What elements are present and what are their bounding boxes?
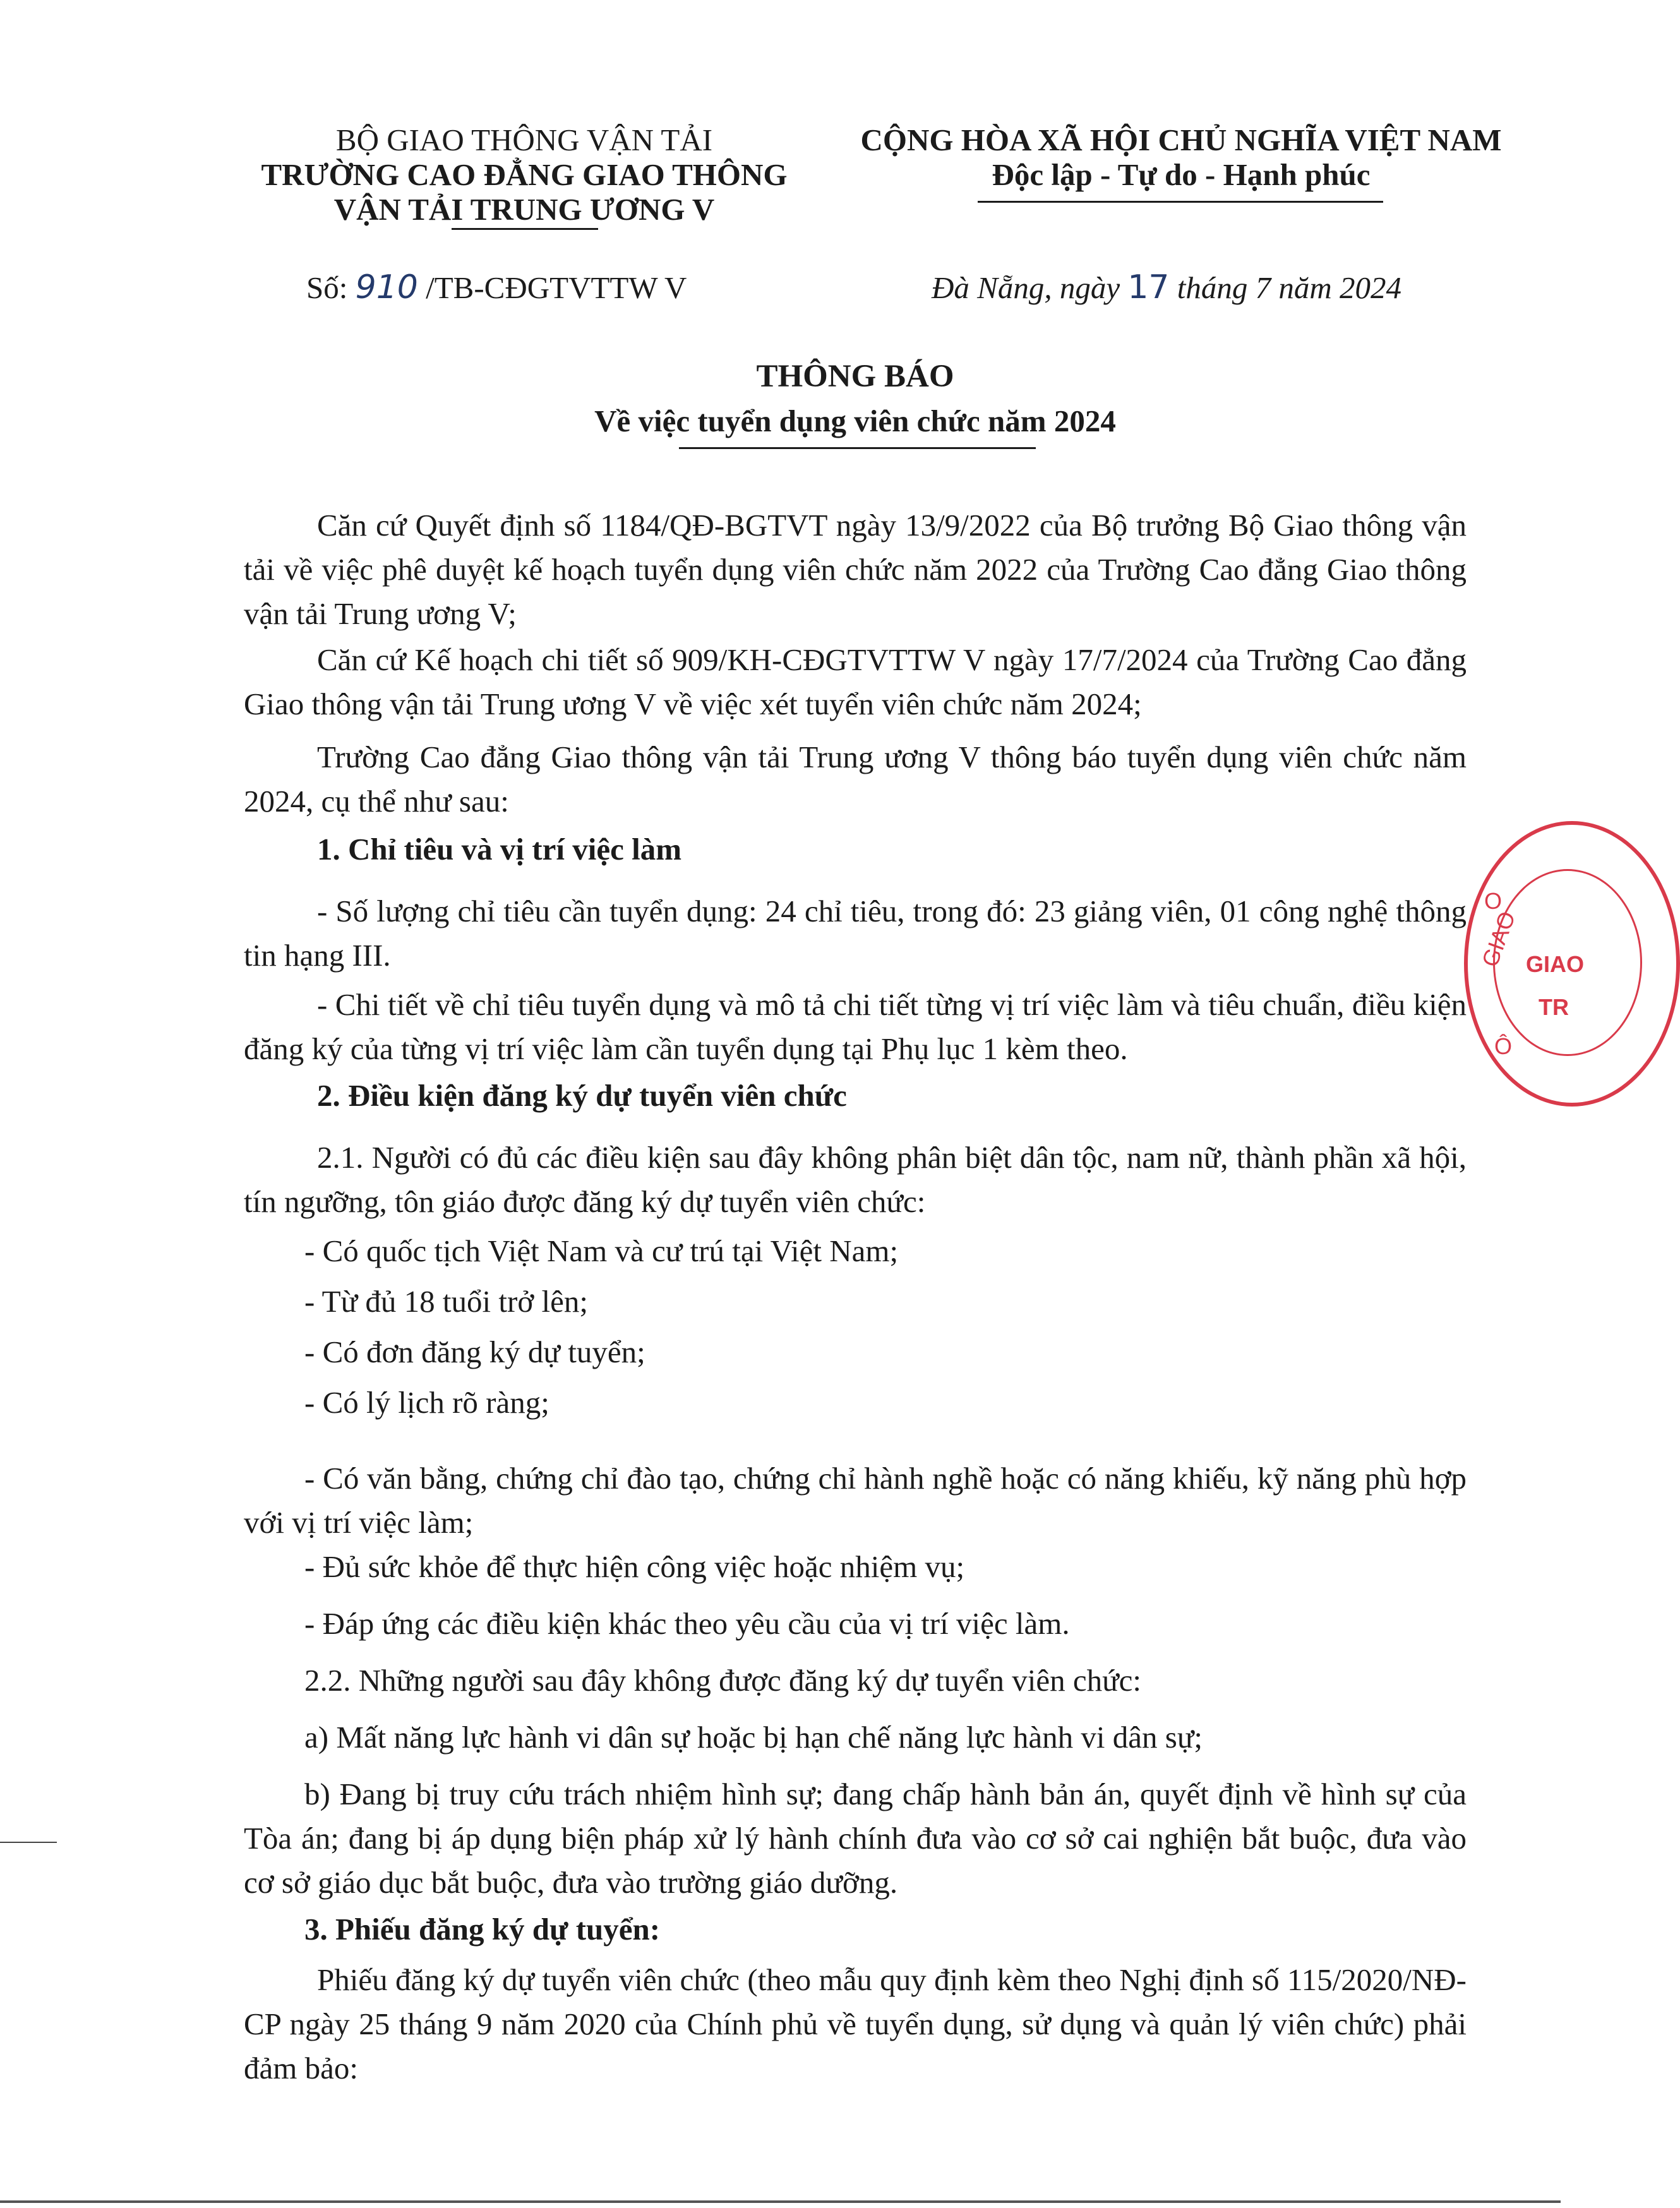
paragraph-registration-form: Phiếu đăng ký dự tuyển viên chức (theo mẫu quy định kèm theo Nghị định số 115/2020/NĐ-CP ngày 25 tháng 9 năm 2020 của Chính phủ về tuyển dụng, sử dụng và quản lý viên chức) phải đảm bảo: (244, 1962, 1467, 2085)
school-name-line1: TRƯỜNG CAO ĐẲNG GIAO THÔNG (261, 157, 788, 192)
paragraph-quota-detail: - Chi tiết về chỉ tiêu tuyển dụng và mô tả chi tiết từng vị trí việc làm và tiêu chuẩn, điều kiện đăng ký của từng vị trí việc làm cần tuyển dụng tại Phụ lục 1 kèm theo. (244, 987, 1467, 1066)
section-heading-3: 3. Phiếu đăng ký dự tuyển: (304, 1912, 661, 1947)
motto-underline (978, 201, 1383, 203)
condition-item-2: - Từ đủ 18 tuổi trở lên; (304, 1284, 588, 1319)
scan-mark-left (0, 1842, 57, 1843)
paragraph-legal-basis-1: Căn cứ Quyết định số 1184/QĐ-BGTVT ngày 13/9/2022 của Bộ trưởng Bộ Giao thông vận tải về việc phê duyệt kế hoạch tuyển dụng viên chức năm 2022 của Trường Cao đẳng Giao thông vận tải Trung ương V; (244, 508, 1467, 631)
paragraph-exclusions: 2.2. Những người sau đây không được đăng ký dự tuyển viên chức: (304, 1663, 1142, 1698)
seal-text-1: O (1484, 888, 1503, 914)
ministry-name: BỘ GIAO THÔNG VẬN TẢI (335, 123, 713, 157)
number-handwritten: 910 (355, 268, 418, 306)
seal-text-4: TR (1539, 994, 1569, 1020)
seal-text-5: Ô (1494, 1033, 1513, 1059)
paragraph-legal-basis-2: Căn cứ Kế hoạch chi tiết số 909/KH-CĐGTVTTW V ngày 17/7/2024 của Trường Cao đẳng Giao thông vận tải Trung ương V về việc xét tuyển viên chức năm 2024; (244, 642, 1467, 721)
exclusion-item-b: b) Đang bị truy cứu trách nhiệm hình sự; đang chấp hành bản án, quyết định về hình sự của Tòa án; đang bị áp dụng biện pháp xử lý hành chính đưa vào cơ sở cai nghiện bắt buộc, đưa vào cơ sở giáo dục bắt buộc, đưa vào trường giáo dưỡng. (244, 1777, 1467, 1900)
condition-item-6: - Đủ sức khỏe để thực hiện công việc hoặc nhiệm vụ; (304, 1549, 965, 1584)
section-heading-1: 1. Chỉ tiêu và vị trí việc làm (317, 832, 682, 867)
school-name-underline (452, 228, 598, 230)
condition-item-7: - Đáp ứng các điều kiện khác theo yêu cầu của vị trí việc làm. (304, 1606, 1070, 1641)
exclusion-item-a: a) Mất năng lực hành vi dân sự hoặc bị hạn chế năng lực hành vi dân sự; (304, 1720, 1203, 1755)
condition-item-3: - Có đơn đăng ký dự tuyển; (304, 1335, 645, 1369)
national-motto: Độc lập - Tự do - Hạnh phúc (992, 157, 1371, 192)
scan-mark-bottom (0, 2200, 1561, 2203)
republic-name: CỘNG HÒA XÃ HỘI CHỦ NGHĨA VIỆT NAM (860, 123, 1502, 157)
red-seal-stamp (1464, 821, 1680, 1107)
subtitle-underline (679, 447, 1036, 449)
place-date (932, 265, 1401, 310)
seal-text-2: GIAO (1476, 908, 1521, 971)
day-handwritten: 17 (1127, 268, 1170, 306)
place-date-before: Đà Nẵng, ngày (932, 270, 1120, 305)
section-heading-2: 2. Điều kiện đăng ký dự tuyển viên chức (317, 1078, 847, 1113)
document-subtitle: Về việc tuyển dụng viên chức năm 2024 (594, 404, 1116, 438)
paragraph-conditions: 2.1. Người có đủ các điều kiện sau đây không phân biệt dân tộc, nam nữ, thành phần xã hội, tín ngưỡng, tôn giáo được đăng ký dự tuyển viên chức: (244, 1140, 1467, 1219)
number-suffix: /TB-CĐGTVTTW V (426, 270, 687, 305)
document-title: THÔNG BÁO (756, 359, 954, 394)
number-prefix: Số: (306, 270, 348, 305)
condition-item-5: - Có văn bằng, chứng chỉ đào tạo, chứng chỉ hành nghề hoặc có năng khiếu, kỹ năng phù hợp với vị trí việc làm; (244, 1461, 1467, 1540)
paragraph-quota: - Số lượng chỉ tiêu cần tuyển dụng: 24 chỉ tiêu, trong đó: 23 giảng viên, 01 công nghệ thông tin hạng III. (244, 894, 1467, 973)
seal-text-3: GIAO (1526, 951, 1585, 977)
place-date-after: tháng 7 năm 2024 (1177, 270, 1401, 305)
condition-item-1: - Có quốc tịch Việt Nam và cư trú tại Việt Nam; (304, 1233, 899, 1268)
document-number (306, 265, 687, 310)
paragraph-announcement: Trường Cao đẳng Giao thông vận tải Trung ương V thông báo tuyển dụng viên chức năm 2024, cụ thể như sau: (244, 740, 1467, 819)
school-name-line2: VẬN TẢI TRUNG ƯƠNG V (333, 192, 715, 227)
condition-item-4: - Có lý lịch rõ ràng; (304, 1385, 549, 1420)
